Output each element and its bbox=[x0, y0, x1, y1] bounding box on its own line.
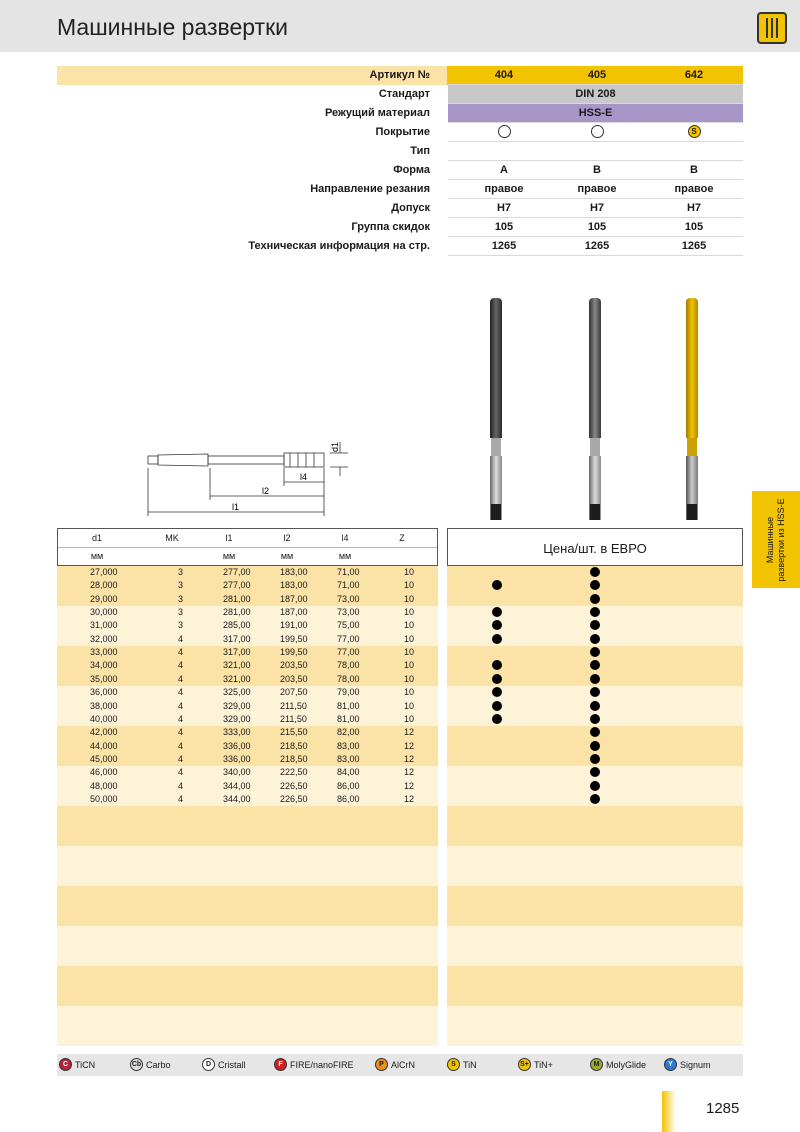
page-title: Машинные развертки bbox=[57, 14, 288, 40]
table-cell: 10 bbox=[404, 620, 415, 631]
table-cell: 215,50 bbox=[280, 727, 308, 738]
table-row bbox=[57, 579, 438, 592]
spec-row bbox=[57, 218, 743, 237]
dim-l2: l2 bbox=[262, 486, 270, 496]
coating-none-icon bbox=[547, 126, 647, 138]
table-band bbox=[57, 1006, 438, 1046]
legend-item bbox=[447, 1058, 477, 1071]
table-row bbox=[57, 686, 438, 699]
table-cell: 30,000 bbox=[90, 607, 118, 618]
table-cell: 10 bbox=[404, 580, 415, 591]
table-cell: 183,00 bbox=[280, 580, 308, 591]
table-cell: 333,00 bbox=[223, 727, 251, 738]
availability-dot-405 bbox=[590, 781, 600, 791]
table-cell: 10 bbox=[404, 593, 415, 604]
table-cell: 86,00 bbox=[337, 780, 360, 791]
spec-value: 105 bbox=[494, 221, 514, 233]
spec-value: A bbox=[500, 164, 508, 176]
table-row bbox=[57, 646, 438, 659]
spec-value: правое bbox=[577, 183, 617, 195]
table-cell: 4 bbox=[178, 660, 184, 671]
table-cell: 35,000 bbox=[90, 673, 118, 684]
coating-badge-icon: F bbox=[274, 1058, 287, 1071]
table-cell: 344,00 bbox=[223, 793, 251, 804]
dim-d1: d1 bbox=[330, 441, 340, 452]
table-cell: 33,000 bbox=[90, 647, 118, 658]
spec-value: правое bbox=[674, 183, 714, 195]
page-header bbox=[0, 0, 800, 52]
spec-row bbox=[57, 142, 743, 161]
legend-label: Signum bbox=[680, 1059, 711, 1070]
spec-value: H7 bbox=[589, 202, 605, 214]
table-cell: 44,000 bbox=[90, 740, 118, 751]
spec-value: правое bbox=[484, 183, 524, 195]
spec-label: Техническая информация на стр. bbox=[248, 240, 430, 252]
table-row bbox=[57, 566, 438, 579]
table-row bbox=[57, 713, 438, 726]
table-row bbox=[57, 793, 438, 806]
reamer-dimension-drawing bbox=[140, 436, 350, 518]
price-header bbox=[447, 528, 743, 566]
table-cell: 73,00 bbox=[337, 593, 360, 604]
table-cell: 10 bbox=[404, 660, 415, 671]
coating-badge-icon: Cb bbox=[130, 1058, 143, 1071]
availability-dot-405 bbox=[590, 594, 600, 604]
table-cell: 222,50 bbox=[280, 767, 308, 778]
table-cell: 4 bbox=[178, 740, 184, 751]
table-cell: 344,00 bbox=[223, 780, 251, 791]
table-cell: 281,00 bbox=[223, 607, 251, 618]
spec-label: Артикул № bbox=[369, 69, 430, 81]
table-cell: 336,00 bbox=[223, 740, 251, 751]
table-cell: 321,00 bbox=[223, 673, 251, 684]
table-cell: 46,000 bbox=[90, 767, 118, 778]
table-cell: 4 bbox=[178, 647, 184, 658]
brand-logo-icon bbox=[757, 12, 787, 44]
availability-dot-405 bbox=[590, 567, 600, 577]
table-cell: 4 bbox=[178, 727, 184, 738]
table-cell: 10 bbox=[404, 647, 415, 658]
table-row bbox=[57, 659, 438, 672]
spec-row bbox=[57, 85, 743, 104]
coating-none-icon bbox=[454, 126, 554, 138]
table-cell: 12 bbox=[404, 740, 415, 751]
availability-dot-404 bbox=[492, 607, 502, 617]
table-cell: 211,50 bbox=[280, 713, 307, 724]
table-cell: 203,50 bbox=[280, 673, 308, 684]
side-tab-line2: развертки из HSS-E bbox=[776, 497, 786, 582]
table-cell: 218,50 bbox=[280, 740, 308, 751]
spec-row bbox=[57, 104, 743, 123]
table-cell: 340,00 bbox=[223, 767, 251, 778]
table-cell: 84,00 bbox=[337, 767, 360, 778]
legend-label: Carbo bbox=[146, 1059, 171, 1070]
table-row bbox=[57, 673, 438, 686]
availability-dot-405 bbox=[590, 701, 600, 711]
table-cell: 203,50 bbox=[280, 660, 308, 671]
table-cell: 83,00 bbox=[337, 740, 360, 751]
spec-value: B bbox=[593, 164, 601, 176]
table-cell: 187,00 bbox=[280, 593, 308, 604]
table-cell: 12 bbox=[404, 727, 415, 738]
table-cell: 12 bbox=[404, 767, 415, 778]
availability-dot-404 bbox=[492, 634, 502, 644]
table-cell: 31,000 bbox=[90, 620, 118, 631]
table-cell: 45,000 bbox=[90, 753, 118, 764]
table-cell: 226,50 bbox=[280, 793, 308, 804]
coating-badge-icon: S bbox=[447, 1058, 460, 1071]
column-unit: мм bbox=[338, 551, 352, 561]
table-cell: 10 bbox=[404, 687, 415, 698]
dim-l1: l1 bbox=[232, 502, 240, 512]
legend-label: FIRE/nanoFIRE bbox=[290, 1059, 354, 1070]
coating-badge-icon: C bbox=[59, 1058, 72, 1071]
table-cell: 183,00 bbox=[280, 567, 308, 577]
table-band bbox=[447, 806, 743, 846]
table-cell: 42,000 bbox=[90, 727, 118, 738]
table-cell: 48,000 bbox=[90, 780, 118, 791]
availability-dot-404 bbox=[492, 701, 502, 711]
coating-badge-icon: D bbox=[202, 1058, 215, 1071]
table-cell: 207,50 bbox=[280, 687, 308, 698]
table-cell: 38,000 bbox=[90, 700, 118, 711]
spec-row bbox=[57, 237, 743, 256]
spec-merged-cell: HSS-E bbox=[448, 104, 743, 123]
legend-item bbox=[130, 1058, 171, 1071]
spec-label: Покрытие bbox=[375, 126, 430, 138]
coating-badge-icon: P bbox=[375, 1058, 388, 1071]
spec-value: H7 bbox=[496, 202, 512, 214]
column-header: l1 bbox=[225, 533, 233, 543]
table-cell: 325,00 bbox=[223, 687, 251, 698]
legend-label: TiN bbox=[463, 1059, 477, 1070]
spec-value: 1265 bbox=[491, 240, 517, 252]
table-cell: 329,00 bbox=[223, 700, 251, 711]
table-cell: 285,00 bbox=[223, 620, 251, 631]
availability-dot-404 bbox=[492, 714, 502, 724]
availability-dot-405 bbox=[590, 754, 600, 764]
tool-image-404 bbox=[490, 298, 502, 520]
table-band bbox=[447, 886, 743, 926]
column-unit: мм bbox=[222, 551, 236, 561]
spec-row bbox=[57, 161, 743, 180]
table-cell: 12 bbox=[404, 793, 415, 804]
legend-item bbox=[518, 1058, 553, 1071]
table-row bbox=[57, 700, 438, 713]
legend-item bbox=[59, 1058, 95, 1071]
table-cell: 187,00 bbox=[280, 607, 308, 618]
table-cell: 321,00 bbox=[223, 660, 251, 671]
availability-dot-405 bbox=[590, 634, 600, 644]
table-cell: 12 bbox=[404, 780, 415, 791]
legend-item bbox=[375, 1058, 415, 1071]
table-band bbox=[57, 806, 438, 846]
table-band bbox=[57, 926, 438, 966]
spec-value: 642 bbox=[684, 69, 704, 81]
legend-label: TiN+ bbox=[534, 1059, 553, 1070]
legend-label: AlCrN bbox=[391, 1059, 415, 1070]
table-cell: 77,00 bbox=[337, 647, 360, 658]
table-cell: 3 bbox=[178, 567, 184, 577]
page-number-bar bbox=[662, 1091, 676, 1132]
column-header: MK bbox=[165, 533, 179, 543]
spec-value: 1265 bbox=[681, 240, 707, 252]
spec-merged-cell: DIN 208 bbox=[448, 85, 743, 104]
table-cell: 10 bbox=[404, 567, 415, 577]
spec-value: 1265 bbox=[584, 240, 610, 252]
table-cell: 36,000 bbox=[90, 687, 118, 698]
table-band bbox=[447, 926, 743, 966]
table-cell: 86,00 bbox=[337, 793, 360, 804]
table-row bbox=[57, 740, 438, 753]
table-cell: 191,00 bbox=[280, 620, 308, 631]
spec-row bbox=[57, 66, 743, 85]
table-cell: 83,00 bbox=[337, 753, 360, 764]
table-band bbox=[447, 966, 743, 1006]
table-cell: 50,000 bbox=[90, 793, 118, 804]
table-cell: 71,00 bbox=[337, 567, 360, 577]
spec-row bbox=[57, 123, 743, 142]
spec-value: 404 bbox=[494, 69, 514, 81]
table-cell: 3 bbox=[178, 593, 184, 604]
table-cell: 75,00 bbox=[337, 620, 360, 631]
table-cell: 10 bbox=[404, 633, 415, 644]
availability-dot-405 bbox=[590, 741, 600, 751]
table-row bbox=[57, 619, 438, 632]
table-cell: 4 bbox=[178, 687, 184, 698]
table-cell: 3 bbox=[178, 607, 184, 618]
table-cell: 4 bbox=[178, 700, 184, 711]
table-cell: 28,000 bbox=[90, 580, 118, 591]
column-header: Z bbox=[399, 533, 405, 543]
spec-row bbox=[57, 199, 743, 218]
table-cell: 10 bbox=[404, 713, 415, 724]
table-cell: 4 bbox=[178, 767, 184, 778]
table-row bbox=[57, 766, 438, 779]
section-side-tab bbox=[752, 491, 800, 588]
spec-label: Допуск bbox=[391, 202, 430, 214]
availability-dot-405 bbox=[590, 607, 600, 617]
spec-label: Форма bbox=[393, 164, 430, 176]
table-cell: 77,00 bbox=[337, 633, 360, 644]
table-row bbox=[57, 753, 438, 766]
table-row bbox=[57, 726, 438, 739]
spec-row bbox=[57, 180, 743, 199]
table-cell: 199,50 bbox=[280, 647, 308, 658]
availability-dot-405 bbox=[590, 794, 600, 804]
coating-badge-icon: M bbox=[590, 1058, 603, 1071]
table-cell: 4 bbox=[178, 673, 184, 684]
table-cell: 32,000 bbox=[90, 633, 118, 644]
table-cell: 27,000 bbox=[90, 567, 118, 577]
table-cell: 29,000 bbox=[90, 593, 118, 604]
table-cell: 277,00 bbox=[223, 567, 251, 577]
side-tab-line1: Машинные bbox=[765, 516, 775, 563]
spec-value: 105 bbox=[684, 221, 704, 233]
table-cell: 329,00 bbox=[223, 713, 251, 724]
table-cell: 317,00 bbox=[223, 647, 251, 658]
table-cell: 4 bbox=[178, 713, 184, 724]
table-cell: 10 bbox=[404, 607, 415, 618]
availability-dot-404 bbox=[492, 674, 502, 684]
spec-value: H7 bbox=[686, 202, 702, 214]
page-number: 1285 bbox=[706, 1100, 740, 1117]
table-cell: 4 bbox=[178, 633, 184, 644]
table-cell: 81,00 bbox=[337, 700, 360, 711]
table-cell: 3 bbox=[178, 620, 184, 631]
spec-label: Режущий материал bbox=[324, 107, 430, 119]
availability-dot-405 bbox=[590, 714, 600, 724]
spec-value: 405 bbox=[587, 69, 607, 81]
table-cell: 4 bbox=[178, 780, 184, 791]
column-header: d1 bbox=[91, 533, 102, 543]
column-unit: мм bbox=[90, 551, 104, 561]
table-cell: 226,50 bbox=[280, 780, 308, 791]
table-cell: 336,00 bbox=[223, 753, 251, 764]
table-row bbox=[57, 593, 438, 606]
table-cell: 3 bbox=[178, 580, 184, 591]
dim-l4: l4 bbox=[300, 472, 308, 482]
table-cell: 10 bbox=[404, 700, 415, 711]
legend-item bbox=[202, 1058, 246, 1071]
table-cell: 277,00 bbox=[223, 580, 251, 591]
table-cell: 12 bbox=[404, 753, 415, 764]
column-header: l4 bbox=[341, 533, 349, 543]
column-unit: мм bbox=[280, 551, 294, 561]
table-cell: 317,00 bbox=[223, 633, 251, 644]
legend-label: Cristall bbox=[218, 1059, 246, 1070]
spec-label: Направление резания bbox=[310, 183, 430, 195]
coating-badge-icon: Y bbox=[664, 1058, 677, 1071]
table-cell: 82,00 bbox=[337, 727, 360, 738]
coating-legend bbox=[57, 1054, 743, 1076]
table-cell: 199,50 bbox=[280, 633, 308, 644]
table-cell: 4 bbox=[178, 753, 184, 764]
table-cell: 281,00 bbox=[223, 593, 251, 604]
price-header-label: Цена/шт. в ЕВРО bbox=[543, 541, 647, 556]
table-band bbox=[57, 886, 438, 926]
table-cell: 10 bbox=[404, 673, 415, 684]
legend-item bbox=[590, 1058, 646, 1071]
spec-label: Группа скидок bbox=[351, 221, 430, 233]
legend-label: TiCN bbox=[75, 1059, 96, 1070]
table-cell: 73,00 bbox=[337, 607, 360, 618]
table-band bbox=[447, 1006, 743, 1046]
table-cell: 81,00 bbox=[337, 713, 360, 724]
table-cell: 79,00 bbox=[337, 687, 360, 698]
table-cell: 218,50 bbox=[280, 753, 308, 764]
table-cell: 71,00 bbox=[337, 580, 360, 591]
table-band bbox=[447, 846, 743, 886]
availability-dot-405 bbox=[590, 674, 600, 684]
tool-image-642 bbox=[686, 298, 698, 520]
table-cell: 78,00 bbox=[337, 660, 360, 671]
dimension-table-header bbox=[57, 528, 438, 566]
table-cell: 78,00 bbox=[337, 673, 360, 684]
coating-tin-icon: S bbox=[644, 126, 744, 138]
table-cell: 40,000 bbox=[90, 713, 118, 724]
table-cell: 211,50 bbox=[280, 700, 307, 711]
legend-label: MolyGlide bbox=[606, 1059, 647, 1070]
table-row bbox=[57, 780, 438, 793]
spec-label: Тип bbox=[410, 145, 430, 157]
spec-value: 105 bbox=[587, 221, 607, 233]
legend-item bbox=[274, 1058, 354, 1071]
table-cell: 4 bbox=[178, 793, 184, 804]
table-cell: 34,000 bbox=[90, 660, 118, 671]
spec-label: Стандарт bbox=[378, 88, 430, 100]
spec-value: B bbox=[690, 164, 698, 176]
coating-badge-icon: S+ bbox=[518, 1058, 531, 1071]
table-row bbox=[57, 633, 438, 646]
legend-item bbox=[664, 1058, 711, 1071]
table-row bbox=[57, 606, 438, 619]
table-band bbox=[57, 966, 438, 1006]
table-band bbox=[57, 846, 438, 886]
tool-image-405 bbox=[589, 298, 601, 520]
column-header: l2 bbox=[283, 533, 291, 543]
